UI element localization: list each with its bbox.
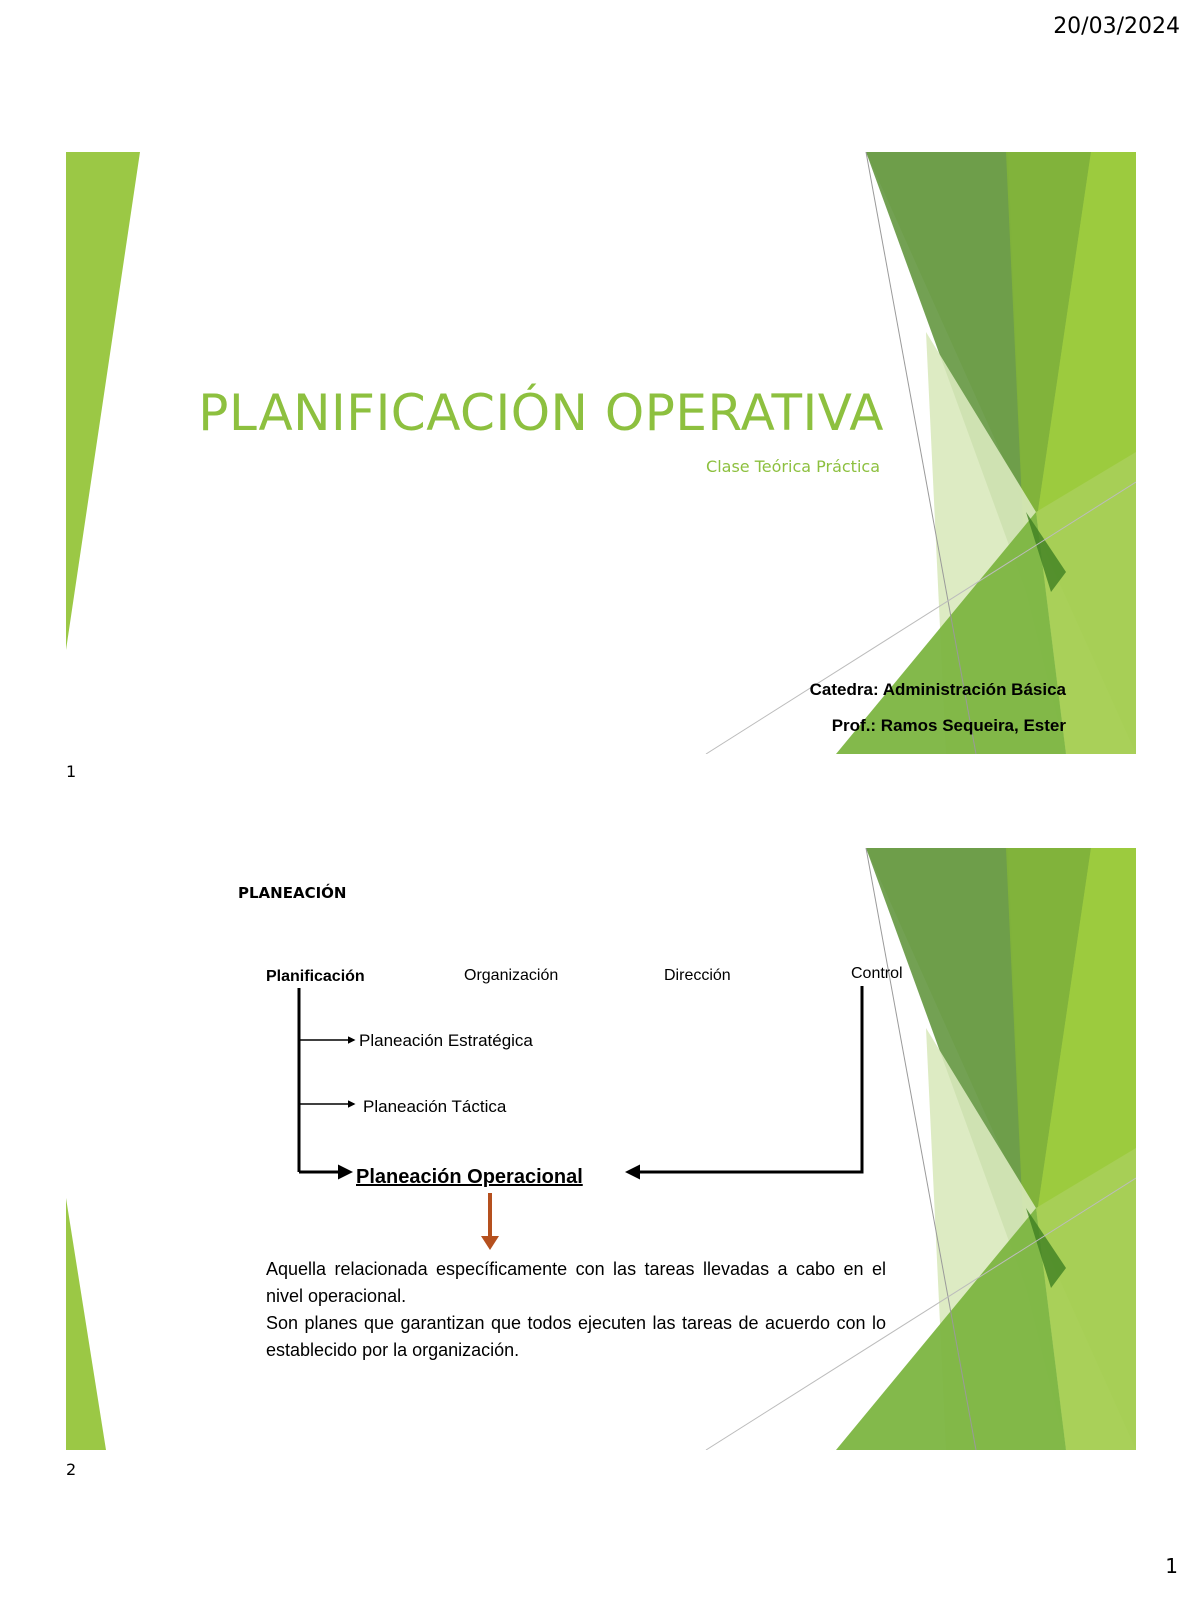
control-feedback-line (628, 986, 862, 1172)
function-control: Control (851, 965, 903, 982)
slide-number-2: 2 (66, 1460, 77, 1479)
professor-credit: Prof.: Ramos Sequeira, Ester (831, 716, 1066, 735)
slide-1 (66, 152, 1136, 754)
level-tactical: Planeación Táctica (363, 1097, 507, 1116)
slide-number-1: 1 (66, 762, 77, 781)
course-credit: Catedra: Administración Básica (809, 680, 1066, 699)
slide-2 (66, 848, 1136, 1450)
slide-1-green-facets (66, 152, 1136, 754)
page-date: 20/03/2024 (1053, 14, 1180, 39)
slide-subtitle: Clase Teórica Práctica (706, 457, 880, 476)
level-operational: Planeación Operacional (356, 1166, 583, 1188)
level-strategic: Planeación Estratégica (359, 1031, 533, 1050)
function-planning: Planificación (266, 968, 365, 985)
definition-paragraph: Son planes que garantizan que todos ejecuten las tareas de acuerdo con lo establecido por la organización. (266, 1313, 886, 1360)
slide-title: PLANIFICACIÓN OPERATIVA (198, 384, 884, 442)
page-number: 1 (1165, 1554, 1178, 1578)
definition-paragraph: Aquella relacionada específicamente con las tareas llevadas a cabo en el nivel operacional. (266, 1259, 886, 1306)
arrow-to-definition-head (481, 1236, 499, 1250)
function-direction: Dirección (664, 967, 731, 984)
function-organization: Organización (464, 967, 559, 984)
definition-text (266, 1256, 886, 1364)
slide-heading: PLANEACIÓN (238, 884, 347, 902)
